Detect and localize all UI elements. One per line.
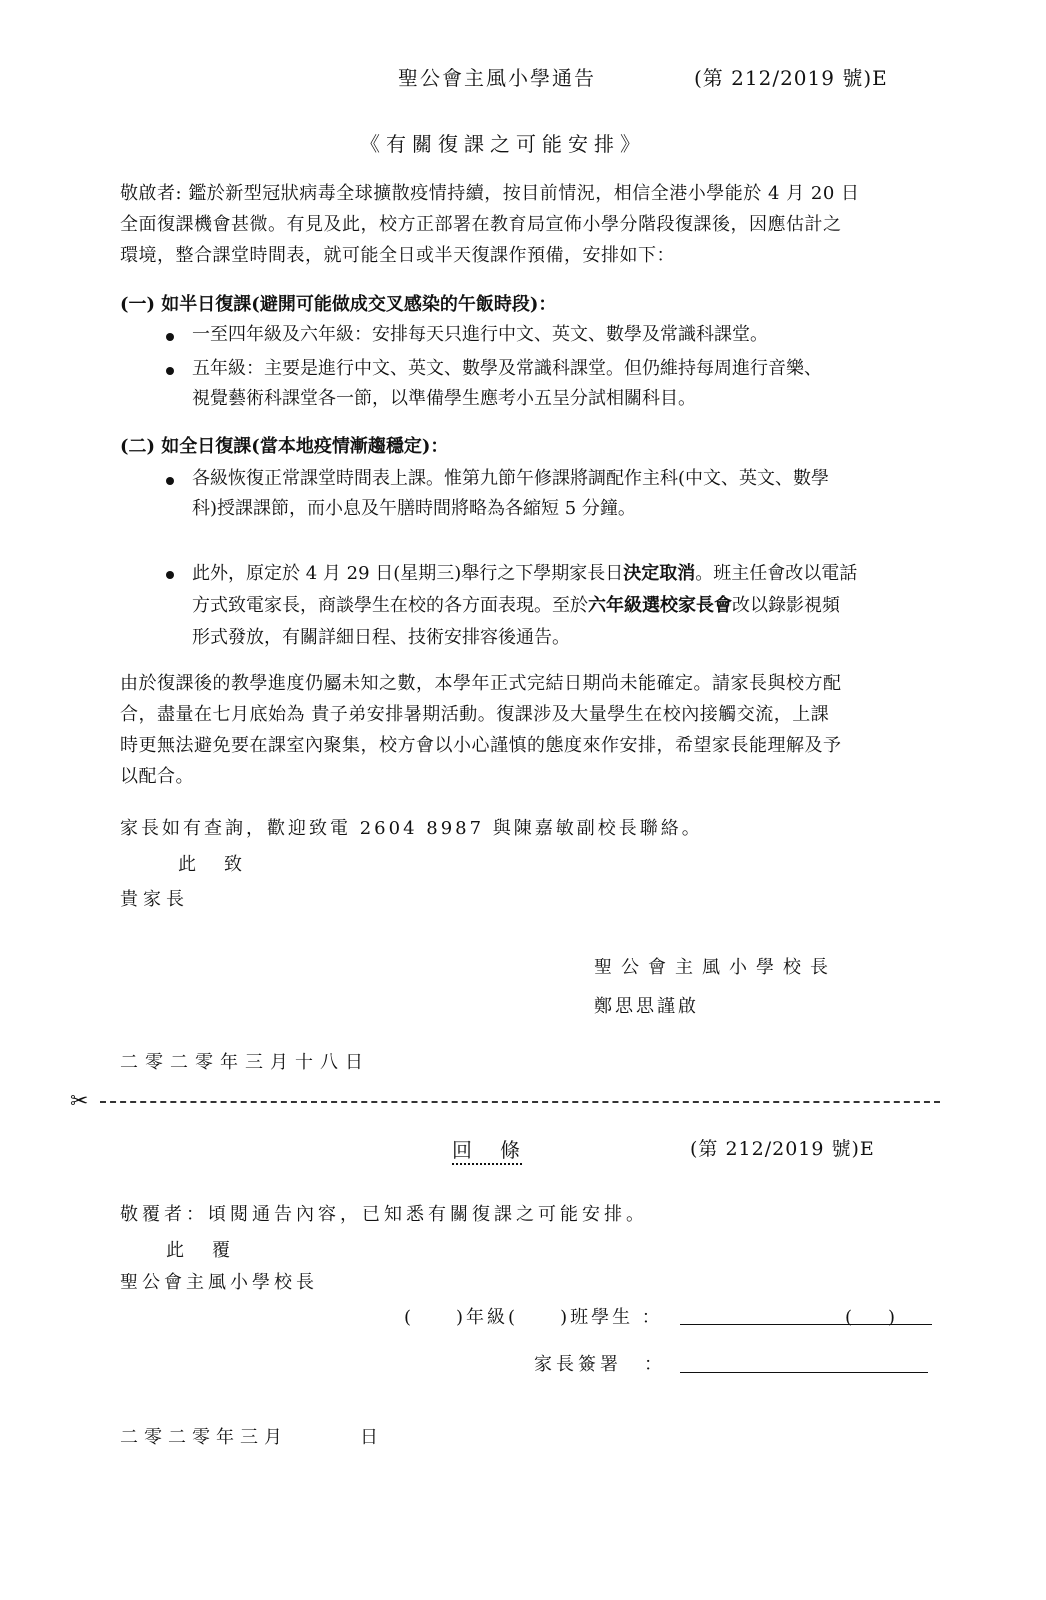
bullet-text: 五年級：主要是進行中文、英文、數學及常識科課堂。但仍維持每周進行音樂、 [192,358,822,379]
notice-date: 二零二零年三月十八日 [120,1052,370,1073]
extra-text: 形式發放，有關詳細日程、技術安排容後通告。 [192,627,570,648]
section-1-bullet-1 [192,320,968,350]
cut-divider [100,1101,940,1103]
bullet-text: 視覺藝術科課堂各一節，以準備學生應考小五呈分試相關科目。 [192,388,696,409]
closing-line: 合，盡量在七月底始為 貴子弟安排暑期活動。復課涉及大量學生在校內接觸交流，上課 [120,704,830,725]
bullet-dot [166,477,174,485]
closing-paragraph [120,668,970,792]
contact-line: 家長如有查詢，歡迎致電 2604 8987 與陳嘉敏副校長聯絡。 [120,818,703,839]
parent-signature-label: 家長簽署 ： [534,1354,666,1375]
reply-slip-title: 回 條 [452,1138,524,1162]
bullet-dot [166,333,174,341]
section-2-bullet-1 [192,464,968,524]
extra-text: 。班主任會改以電話 [695,563,858,584]
extra-text: 改以錄影視頻 [732,595,840,616]
notice-title: 聖公會主風小學通告 [398,66,596,90]
reply-addressee: 聖公會主風小學校長 [120,1272,318,1293]
scissors-icon: ✂ [70,1089,89,1114]
bullet-text: 科)授課課節，而小息及午膳時間將略為各縮短 5 分鐘。 [192,498,636,519]
document-title: 《有關復課之可能安排》 [360,132,646,156]
extra-text: 此外，原定於 4 月 29 日(星期三)舉行之下學期家長日 [192,563,624,584]
intro-line-2: 全面復課機會甚微。有見及此，校方正部署在教育局宣佈小學分階段復課後，因應估計之 [120,214,842,235]
bullet-dot [166,367,174,375]
salutation: 敬啟者: [120,183,183,204]
closing-line: 以配合。 [120,766,194,787]
section-2-heading: (二) 如全日復課(當本地疫情漸趨穩定)： [120,436,449,457]
bullet-dot [166,571,174,579]
extra-note [192,558,968,654]
bullet-text: 一至四年級及六年級：安排每天只進行中文、英文、數學及常識科課堂。 [192,324,768,345]
intro-paragraph [120,178,970,271]
reply-date: 二零二零年三月 日 [120,1427,384,1448]
student-label: ( )年級( )班學生 ： [404,1307,663,1328]
cancel-emphasis: 決定取消 [623,563,696,584]
reply-slip-number: (第 212/2019 號)E [690,1138,875,1160]
extra-text: 方式致電家長，商談學生在校的各方面表現。至於 [192,595,588,616]
section-1-bullet-2 [192,354,968,414]
reply-regards: 此 覆 [166,1240,235,1261]
bullet-text: 各級恢復正常課堂時間表上課。惟第九節午修課將調配作主科(中文、英文、數學 [192,468,830,489]
meeting-emphasis: 六年級選校家長會 [588,595,732,616]
student-number-bracket: ( ) [845,1307,896,1328]
regards: 此 致 [178,854,247,875]
intro-line-3: 環境，整合課堂時間表，就可能全日或半天復課作預備，安排如下： [120,245,675,266]
section-1-heading: (一) 如半日復課(避開可能做成交叉感染的午飯時段)： [120,294,557,315]
intro-line-1: 鑑於新型冠狀病毒全球擴散疫情持續，按目前情況，相信全港小學能於 4 月 20 日 [188,183,860,204]
closing-line: 由於復課後的教學進度仍屬未知之數，本學年正式完結日期尚未能確定。請家長與校方配 [120,673,842,694]
reply-acknowledgement: 敬覆者：頃閱通告內容，已知悉有關復課之可能安排。 [120,1204,648,1225]
signature-school: 聖公會主風小學校長 [594,957,837,978]
parent-signature-field[interactable] [680,1348,928,1373]
recipient: 貴家長 [120,889,189,910]
notice-number: (第 212/2019 號)E [694,66,888,90]
closing-line: 時更無法避免要在課室內聚集，校方會以小心謹慎的態度來作安排，希望家長能理解及予 [120,735,842,756]
signature-name: 鄭思思謹啟 [594,996,699,1017]
